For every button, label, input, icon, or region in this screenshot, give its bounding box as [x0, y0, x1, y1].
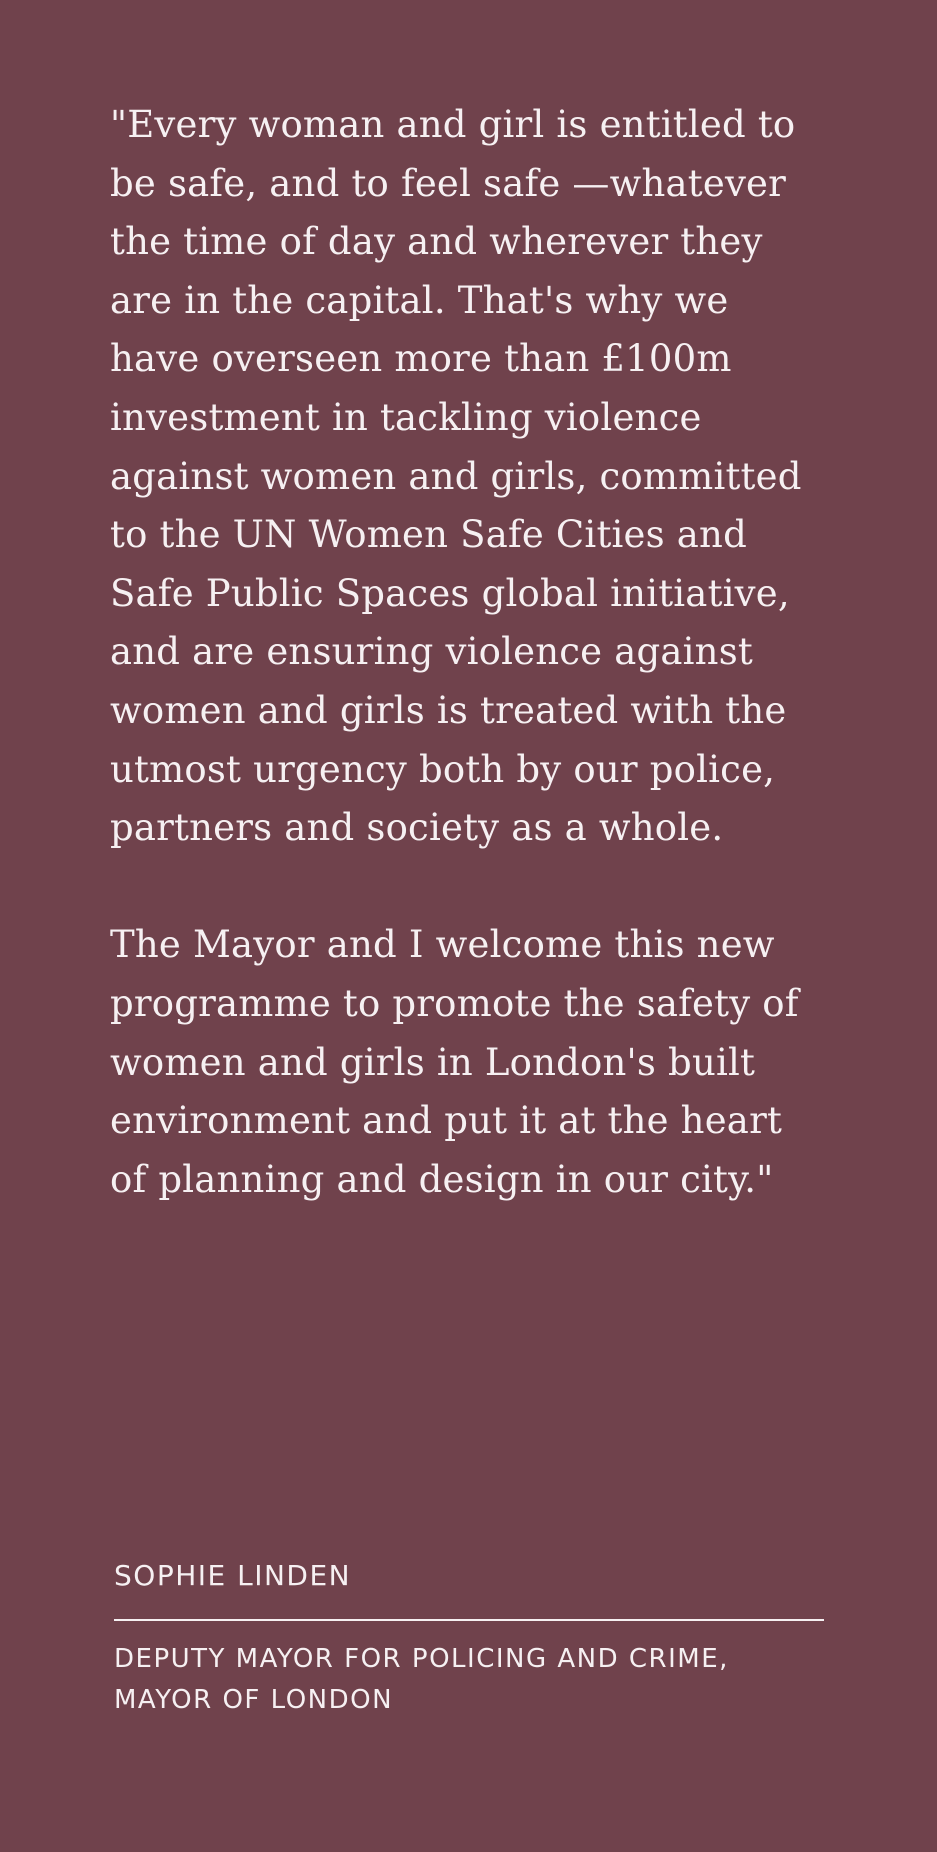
- quote-paragraph-2: The Mayor and I welcome this new programme to promote the safety of women and girls in London's built environment and put it at the heart of planning and design in our city.": [110, 923, 799, 1201]
- quote-paragraph-1: "Every woman and girl is entitled to be safe, and to feel safe —whatever the time of day and wherever they are in the capital. That's why we have overseen more than £100m investment in tackling violence against women and girls, committed to the UN Women Safe Cities and Safe Public Spaces global initiative, and are ensuring violence against women and girls is treated with the utmost urgency both by our police, partners and society as a whole.: [110, 103, 802, 850]
- divider-line: [114, 1619, 824, 1621]
- speaker-role: DEPUTY MAYOR FOR POLICING AND CRIME, MAYOR OF LONDON: [114, 1644, 729, 1715]
- quote-block: [110, 96, 830, 1209]
- attribution-block: [114, 1556, 824, 1721]
- speaker-name: SOPHIE LINDEN: [114, 1559, 352, 1592]
